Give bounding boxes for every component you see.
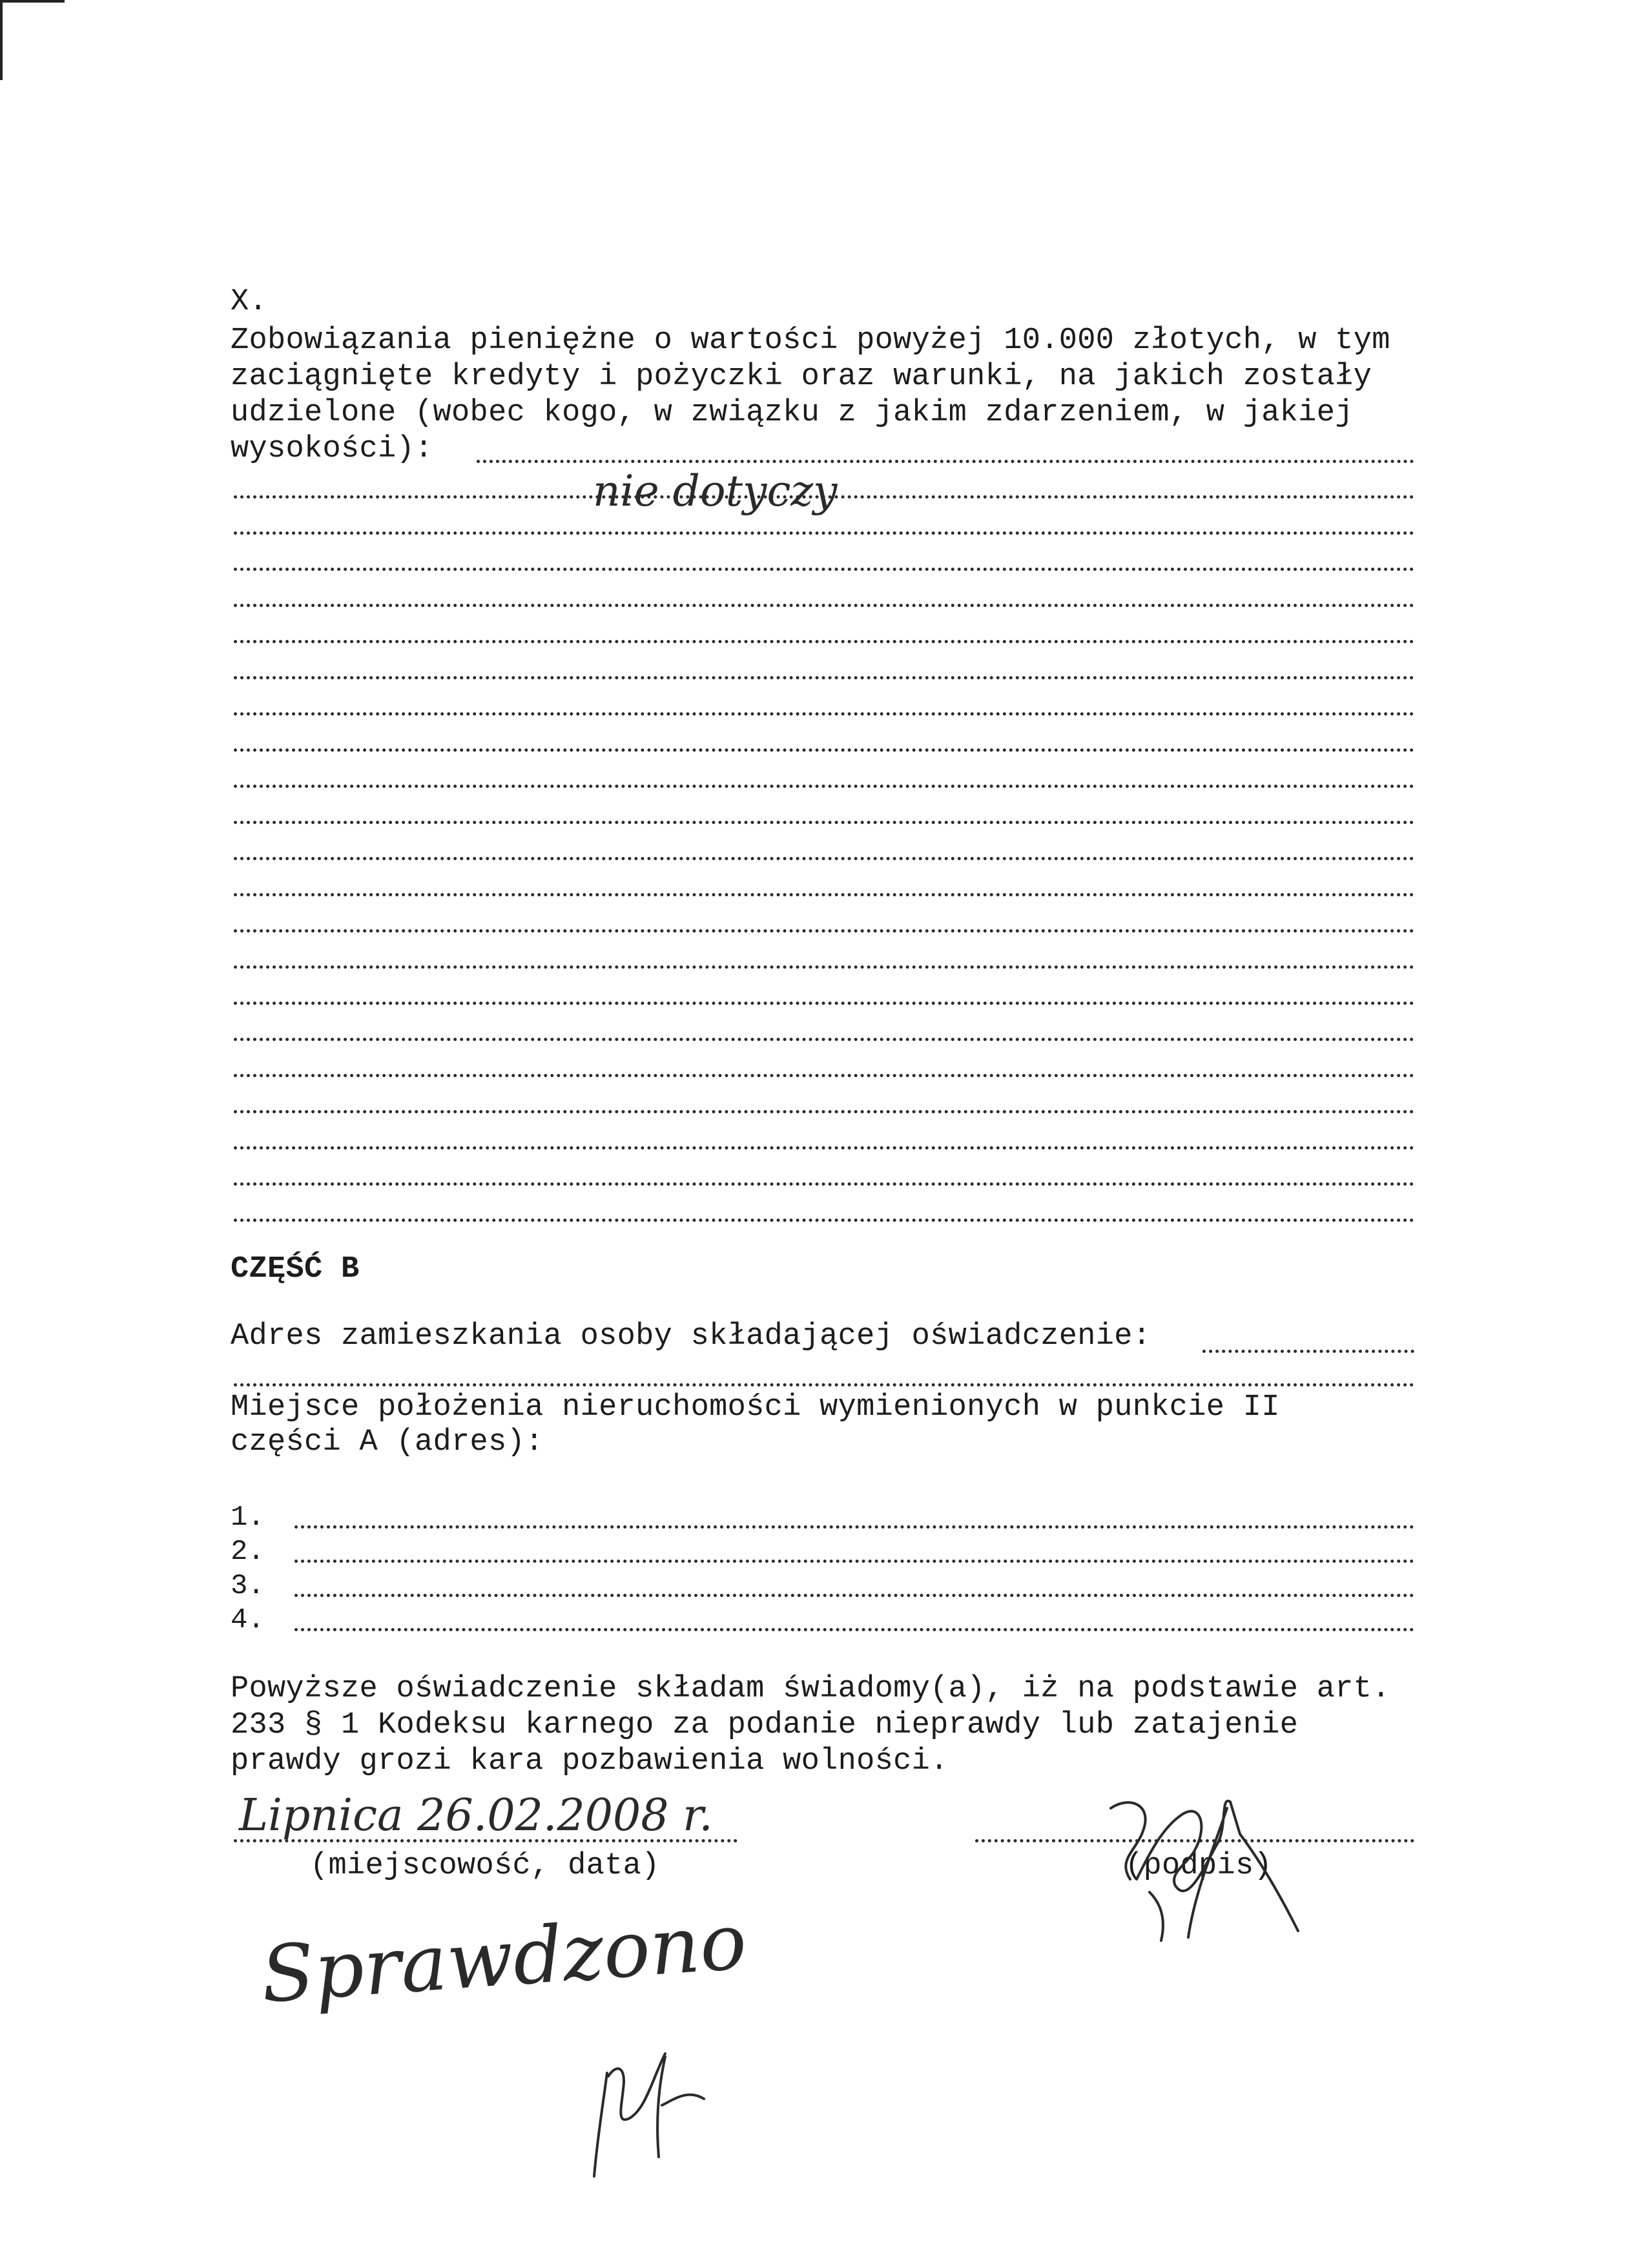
property-item-dotted-line [294,1560,1414,1563]
signature-caption: (podpis) [1125,1849,1273,1883]
answer-dotted-line [234,1074,1414,1077]
answer-dotted-line [477,460,1414,463]
property-label-line-1: Miejsce położenia nieruchomości wymienionych w punkcie II [231,1390,1280,1425]
declaration-line-3: prawdy grozi kara pozbawienia wolności. [231,1744,949,1778]
answer-dotted-line [234,604,1414,607]
page-frame-corner [0,0,65,80]
answer-dotted-line [234,640,1414,643]
address-label: Adres zamieszkania osoby składającej oświadczenie: [231,1319,1151,1354]
answer-dotted-line [234,712,1414,716]
answer-dotted-line [234,1219,1414,1222]
answer-dotted-line [234,748,1414,752]
answer-dotted-line [234,1146,1414,1149]
answer-dotted-line [234,568,1414,571]
section-marker: X. [231,285,268,319]
address-dotted-line [234,1383,1414,1387]
property-item-number: 2. [231,1536,265,1568]
section-text-line-2: zaciągnięte kredyty i pożyczki oraz warunki, na jakich zostały [231,360,1372,394]
handwritten-verification-note: Sprawdzono [258,1897,750,2021]
property-item-number: 4. [231,1604,265,1636]
signature-mark [1091,1782,1311,1944]
initials-mark [568,2028,710,2183]
handwritten-answer: nie dotyczy [593,466,838,516]
place-date-caption: (miejscowość, data) [310,1849,660,1883]
answer-dotted-line [234,893,1414,896]
address-dotted-line [1202,1350,1414,1353]
answer-dotted-line [234,1038,1414,1041]
answer-dotted-line [234,1110,1414,1113]
property-item-dotted-line [294,1594,1414,1597]
place-date-dotted-line [234,1839,737,1842]
property-item-dotted-line [294,1525,1414,1529]
answer-dotted-line [234,821,1414,824]
answer-dotted-line [234,1182,1414,1186]
handwritten-place-date: Lipnica 26.02.2008 r. [239,1790,713,1841]
property-item-number: 3. [231,1570,265,1602]
section-text-line-3: udzielone (wobec kogo, w związku z jakim zdarzeniem, w jakiej [231,396,1354,430]
answer-dotted-line [234,929,1414,933]
answer-dotted-line [234,1002,1414,1005]
answer-dotted-line [234,965,1414,969]
property-label-line-2: części A (adres): [231,1425,544,1459]
answer-dotted-line [234,785,1414,788]
property-item-number: 1. [231,1501,265,1534]
declaration-line-1: Powyższe oświadczenie składam świadomy(a), iż na podstawie art. [231,1672,1390,1706]
section-text-line-4: wysokości): [231,432,433,466]
answer-dotted-line [234,531,1414,535]
property-item-dotted-line [294,1628,1414,1631]
declaration-line-2: 233 § 1 Kodeksu karnego za podanie nieprawdy lub zatajenie [231,1708,1299,1742]
answer-dotted-line [234,857,1414,860]
section-text-line-1: Zobowiązania pieniężne o wartości powyżej 10.000 złotych, w tym [231,324,1390,358]
answer-dotted-line [234,676,1414,679]
part-b-heading: CZĘŚĆ B [231,1252,360,1286]
